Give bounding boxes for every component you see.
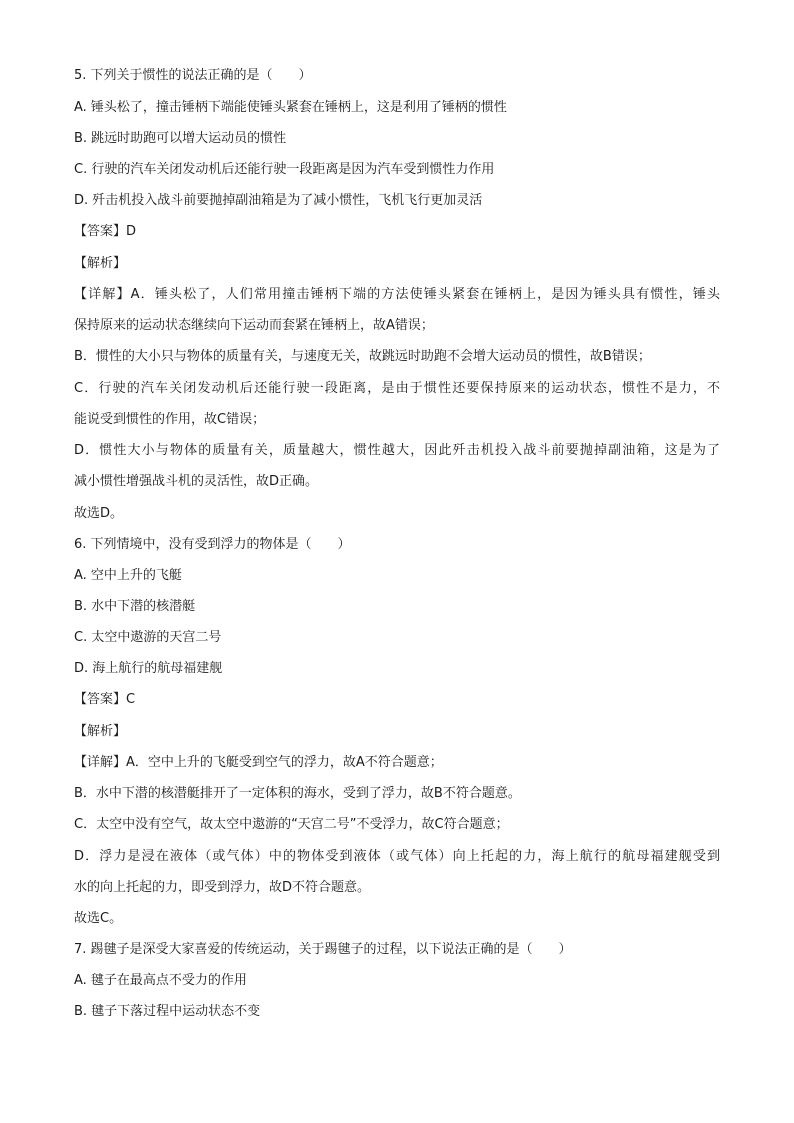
question-5-option-c: C. 行驶的汽车关闭发动机后还能行驶一段距离是因为汽车受到惯性力作用 xyxy=(74,162,495,177)
question-6-option-a: A. 空中上升的飞艇 xyxy=(74,568,182,583)
question-6-detail-line: B．水中下潜的核潜艇排开了一定体积的海水，受到了浮力，故B不符合题意。 xyxy=(74,786,521,801)
question-5-detail-line: C．行驶的汽车关闭发动机后还能行驶一段距离，是由于惯性还要保持原来的运动状态，惯性不是力，不 xyxy=(74,381,720,396)
question-6-option-b: B. 水中下潜的核潜艇 xyxy=(74,599,196,614)
question-7-option-b: B. 毽子下落过程中运动状态不变 xyxy=(74,1004,261,1019)
question-5-detail-line: D．惯性大小与物体的质量有关，质量越大，惯性越大，因此歼击机投入战斗前要抛掉副油箱，这是为了 xyxy=(74,443,720,458)
question-6-analysis-heading: 【解析】 xyxy=(74,724,127,739)
question-6-detail-line: 【详解】A．空中上升的飞艇受到空气的浮力，故A不符合题意； xyxy=(74,755,443,770)
question-5-answer: 【答案】D xyxy=(74,224,137,239)
question-6-detail-line: 水的向上托起的力，即受到浮力，故D不符合题意。 xyxy=(74,880,371,895)
question-5-conclusion: 故选D。 xyxy=(74,506,124,521)
question-5-detail-line: 保持原来的运动状态继续向下运动而套紧在锤柄上，故A错误； xyxy=(74,318,434,333)
question-6-answer: 【答案】C xyxy=(74,692,136,707)
question-7-stem: 7. 踢毽子是深受大家喜爱的传统运动，关于踢毽子的过程，以下说法正确的是（ ） xyxy=(74,942,572,957)
question-5-detail-line: 能说受到惯性的作用，故C错误； xyxy=(74,412,266,427)
question-6-option-d: D. 海上航行的航母福建舰 xyxy=(74,661,223,676)
question-5-option-d: D. 歼击机投入战斗前要抛掉副油箱是为了减小惯性，飞机飞行更加灵活 xyxy=(74,193,483,208)
question-5-detail-line: 【详解】A．锤头松了，人们常用撞击锤柄下端的方法使锤头紧套在锤柄上，是因为锤头具有惯性，锤头 xyxy=(74,287,720,302)
question-7-option-a: A. 毽子在最高点不受力的作用 xyxy=(74,973,247,988)
question-6-detail-line: C．太空中没有空气，故太空中遨游的“天宫二号”不受浮力，故C符合题意； xyxy=(74,817,509,832)
question-6-detail-line: D．浮力是浸在液体（或气体）中的物体受到液体（或气体）向上托起的力，海上航行的航母福建舰受到 xyxy=(74,849,720,864)
question-6-conclusion: 故选C。 xyxy=(74,911,123,926)
question-5-option-a: A. 锤头松了，撞击锤柄下端能使锤头紧套在锤柄上，这是利用了锤柄的惯性 xyxy=(74,100,507,115)
question-5-stem: 5. 下列关于惯性的说法正确的是（ ） xyxy=(74,68,312,83)
question-5-detail-line: B．惯性的大小只与物体的质量有关，与速度无关，故跳远时助跑不会增大运动员的惯性，故B错误； xyxy=(74,349,651,364)
question-5-analysis-heading: 【解析】 xyxy=(74,256,127,271)
question-6-option-c: C. 太空中遨游的天宫二号 xyxy=(74,630,222,645)
question-5-detail-line: 减小惯性增强战斗机的灵活性，故D正确。 xyxy=(74,474,319,489)
question-5-option-b: B. 跳远时助跑可以增大运动员的惯性 xyxy=(74,131,287,146)
question-6-stem: 6. 下列情境中，没有受到浮力的物体是（ ） xyxy=(74,537,351,552)
